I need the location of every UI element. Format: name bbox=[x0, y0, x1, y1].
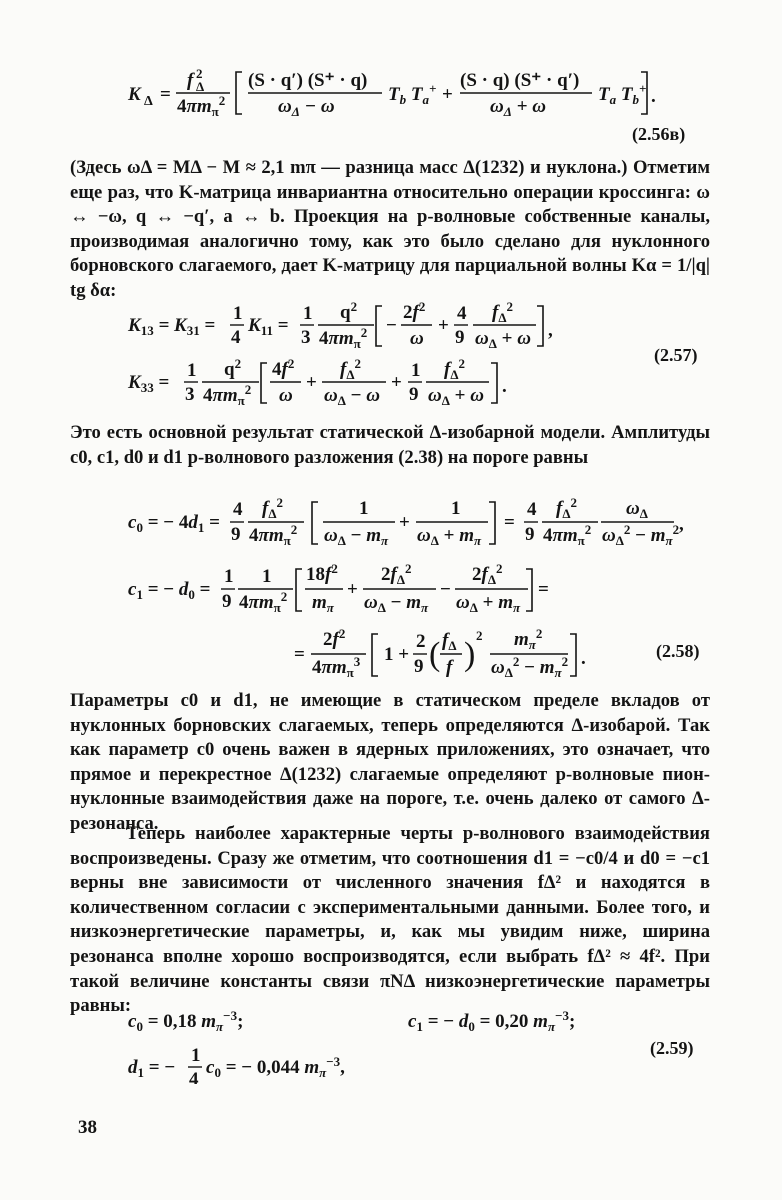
equation-2-57 bbox=[118, 300, 588, 408]
svg-text:c1 = − d0 = 0,20 mπ−3;: $c_1$ = − $d_0 = 0,20$ $m_\pi^{-3}$; bbox=[408, 1008, 576, 1034]
svg-text:4πmπ2: $4\pi m_\pi^2$ bbox=[249, 522, 298, 548]
svg-text:+: + bbox=[391, 372, 402, 393]
svg-text:9: 9 bbox=[414, 656, 424, 677]
svg-text:9: 9 bbox=[455, 327, 465, 348]
equation-number-2-59: (2.59) bbox=[650, 1038, 694, 1058]
svg-text:=: = bbox=[538, 579, 549, 600]
svg-text:−: − bbox=[386, 315, 397, 336]
svg-text:c0 = 0,18 mπ−3;: $c_0 = 0,18$ $m_\pi^{-3}$; bbox=[128, 1008, 244, 1034]
equation-2-59-c0 bbox=[128, 1008, 243, 1034]
svg-text:c0 = − 4d1 =: $c_0$ = − $4d_1$ = bbox=[128, 512, 220, 535]
svg-text:4πmπ2: $4\pi m_\pi^2$ bbox=[177, 93, 226, 119]
svg-text:ωΔ2 − mπ2: $\omega_\Delta^2 - m_\pi^2$ bbox=[602, 522, 680, 548]
svg-text:4: 4 bbox=[189, 1069, 199, 1084]
svg-text:.: . bbox=[651, 86, 656, 107]
svg-text:fΔ2: $f_\Delta^2$ bbox=[556, 495, 577, 521]
svg-text:+: + bbox=[347, 579, 358, 600]
svg-text:mπ: $m_\pi$ bbox=[312, 592, 334, 615]
svg-text:4πmπ3: $4\pi m_\pi^3$ bbox=[312, 654, 361, 680]
svg-text:fΔ: $f_\Delta$ bbox=[442, 630, 457, 653]
svg-text:2fΔ2: $2f_\Delta^2$ bbox=[472, 561, 503, 587]
svg-text:+: + bbox=[438, 315, 449, 336]
svg-text:K33 =: $K_{33}$ = bbox=[128, 372, 170, 395]
svg-text:1: 1 bbox=[359, 498, 369, 519]
page-number: 38 bbox=[78, 1117, 97, 1138]
svg-text:K11 =: $K_{11}$ = bbox=[248, 315, 289, 338]
svg-text:1: 1 bbox=[411, 360, 421, 381]
svg-text:1: 1 bbox=[224, 566, 234, 587]
svg-text:9: 9 bbox=[525, 524, 535, 545]
svg-text:ωΔ2 − mπ2: $\omega_\Delta^2 - m_\pi^2$ bbox=[491, 654, 569, 680]
paragraph-after-2-56v: (Здесь ωΔ = MΔ − M ≈ 2,1 mπ — разница масс Δ(1232) и нуклона.) Отметим еще раз, что K-матрица инвариантна относительно операции кроссинга: ω ↔ −ω, q ↔ −q′, a ↔ b. Проекция на p-волновые собственные каналы, производимая аналогично тому, как это было сделано для нуклонного борновского слагаемого, дает K-матрицу для парциальной волны Kα = 1/|q| tg δα: bbox=[70, 157, 711, 301]
svg-text:1: 1 bbox=[303, 303, 313, 324]
svg-text:ωΔ + mπ: $\omega_\Delta + m_\pi$ bbox=[456, 592, 521, 615]
svg-text:mπ2: $m_\pi^2$ bbox=[514, 626, 543, 652]
equation-2-59-c1 bbox=[408, 1008, 575, 1034]
equation-number-2-56v: (2.56в) bbox=[632, 124, 686, 144]
svg-text:2f2: $2f^2$ bbox=[323, 626, 346, 650]
svg-text:+: + bbox=[306, 372, 317, 393]
equation-2-58 bbox=[118, 490, 708, 685]
svg-text:fΔ2: $f_\Delta^2$ bbox=[492, 300, 513, 325]
svg-text:ω: ω bbox=[410, 328, 424, 349]
equation-2-58-line2 bbox=[128, 561, 549, 615]
svg-text:q2: $q^2$ bbox=[224, 356, 242, 380]
svg-text:.: . bbox=[581, 648, 586, 669]
svg-text:ωΔ + ω: $\omega_\Delta + \omega$ bbox=[490, 96, 546, 119]
svg-text:ωΔ − ω: $\omega_\Delta - \omega$ bbox=[278, 96, 335, 119]
svg-text:ωΔ: $\omega_\Delta$ bbox=[626, 498, 648, 521]
svg-text:K: K bbox=[128, 84, 141, 105]
paragraph-after-2-58: Параметры c0 и d1, не имеющие в статическом пределе вкладов от нуклонных борновских слагаемых, теперь определяются Δ-изобарой. Так как параметр c0 очень важен в ядерных приложениях, это означает, что прямое и перекрестное Δ(1232) слагаемые определяют p-волновые пион-нуклонные взаимодействия даже на пороге, т.е. очень далеко от самого Δ-резонанса. bbox=[70, 690, 710, 834]
svg-text:d1 = −: $d_1$ = − bbox=[128, 1057, 176, 1080]
svg-text:4: 4 bbox=[527, 499, 537, 520]
svg-text:ω: ω bbox=[279, 385, 293, 406]
svg-text:+: + bbox=[399, 512, 410, 533]
svg-text:fΔ2: $f_\Delta^2$ bbox=[340, 356, 361, 382]
svg-text:fΔ2: $f_\Delta^2$ bbox=[262, 495, 283, 521]
svg-text:c0 = − 0,044 mπ−3,: $c_0$ = − 0,044 $m_\pi^{-3}$, bbox=[206, 1054, 345, 1080]
svg-text:Δ: Δ bbox=[144, 94, 153, 109]
svg-text:18f2: $18f^2$ bbox=[306, 561, 338, 585]
svg-text:1: 1 bbox=[187, 360, 197, 381]
svg-text:4πmπ2: $4\pi m_\pi^2$ bbox=[203, 382, 252, 408]
svg-text:ωΔ − mπ: $\omega_\Delta - m_\pi$ bbox=[364, 592, 429, 615]
equation-2-58-line3 bbox=[294, 626, 586, 680]
svg-text:K13 = K31 =: $K_{13} = K_{31}$ = bbox=[128, 315, 216, 338]
svg-text:4πmπ2: $4\pi m_\pi^2$ bbox=[319, 325, 368, 351]
svg-text:.: . bbox=[502, 376, 507, 397]
svg-text:9: 9 bbox=[409, 384, 419, 405]
paragraph-after-2-57: Это есть основной результат статической Δ-изобарной модели. Амплитуды c0, c1, d0 и d1 p-волнового разложения (2.38) на пороге равны bbox=[70, 422, 710, 468]
svg-text:c1 = − d0 =: $c_1$ = − $d_0$ = bbox=[128, 579, 211, 602]
equation-2-57-line1 bbox=[127, 300, 553, 351]
svg-text:4: 4 bbox=[457, 303, 467, 324]
equation-2-59-d1 bbox=[128, 1045, 345, 1084]
svg-text:9: 9 bbox=[222, 591, 232, 612]
svg-text:Ta Tb+: $T_a$ $T_b^+$ bbox=[598, 81, 647, 107]
svg-text:4: 4 bbox=[231, 327, 241, 348]
svg-text:Tb Ta+: $T_b$ $T_a^+$ bbox=[388, 81, 437, 107]
svg-text:4πmπ2: $4\pi m_\pi^2$ bbox=[239, 589, 288, 615]
svg-text:Δ: Δ bbox=[196, 79, 205, 94]
svg-text:1: 1 bbox=[451, 498, 461, 519]
svg-text:2: 2 bbox=[416, 631, 426, 652]
svg-text:f: f bbox=[446, 657, 453, 678]
equation-number-2-57: (2.57) bbox=[654, 345, 698, 365]
paragraph-p-wave-discussion: Теперь наиболее характерные черты p-волнового взаимодействия воспроизведены. Сразу же отметим, что соотношения d1 = −c0/4 и d0 = −c1 верны вне зависимости от численного значения fΔ² и находятся в количественном согласии с экспериментальными данными. Более того, и низкоэнергетические параметры, и, как мы увидим ниже, ширина резонанса вполне хорошо воспроизводятся, если выбрать fΔ² ≈ 4f². При такой величине константы связи πNΔ низкоэнергетические параметры равны: bbox=[70, 823, 710, 1017]
svg-text:4f2: $4f^2$ bbox=[272, 356, 295, 380]
svg-text:+: + bbox=[442, 84, 453, 105]
svg-text:−: − bbox=[440, 579, 451, 600]
svg-text:2: 2 bbox=[196, 66, 203, 81]
svg-text:9: 9 bbox=[231, 524, 241, 545]
svg-text:1: 1 bbox=[233, 303, 243, 324]
svg-text:4πmπ2: $4\pi m_\pi^2$ bbox=[543, 522, 592, 548]
svg-text:(S · q′) (S⁺ · q): (S · q′) (S⁺ · q) bbox=[248, 70, 368, 91]
svg-text:fΔ2: $f_\Delta^2$ bbox=[444, 356, 465, 382]
svg-text:=: = bbox=[160, 84, 171, 105]
svg-text:): ) bbox=[464, 636, 476, 673]
svg-text:(S · q) (S⁺ · q′): (S · q) (S⁺ · q′) bbox=[460, 70, 580, 91]
svg-text:3: 3 bbox=[185, 384, 195, 405]
svg-text:2: 2 bbox=[476, 628, 483, 643]
equation-2-58-line1 bbox=[128, 495, 684, 548]
equation-2-57-line2 bbox=[127, 356, 507, 408]
svg-text:4: 4 bbox=[233, 499, 243, 520]
equation-number-2-58: (2.58) bbox=[656, 641, 700, 661]
svg-text:=: = bbox=[294, 644, 305, 665]
svg-text:=: = bbox=[504, 512, 515, 533]
svg-text:,: , bbox=[679, 514, 684, 535]
svg-text:f: f bbox=[187, 70, 194, 91]
equation-2-59 bbox=[118, 1004, 598, 1084]
svg-text:ωΔ + ω: $\omega_\Delta + \omega$ bbox=[428, 385, 484, 408]
svg-text:ωΔ + ω: $\omega_\Delta + \omega$ bbox=[475, 328, 531, 351]
svg-text:(: ( bbox=[429, 636, 441, 673]
svg-text:2f2: $2f^2$ bbox=[403, 300, 426, 323]
svg-text:ωΔ + mπ: $\omega_\Delta + m_\pi$ bbox=[417, 525, 482, 548]
svg-text:,: , bbox=[548, 320, 553, 341]
equation-2-56v bbox=[118, 62, 658, 124]
svg-text:1: 1 bbox=[262, 566, 272, 587]
svg-text:ωΔ − mπ: $\omega_\Delta - m_\pi$ bbox=[324, 525, 389, 548]
svg-text:ωΔ − ω: $\omega_\Delta - \omega$ bbox=[324, 385, 380, 408]
svg-text:1: 1 bbox=[191, 1045, 201, 1066]
svg-text:2fΔ2: $2f_\Delta^2$ bbox=[381, 561, 412, 587]
svg-text:3: 3 bbox=[301, 327, 311, 348]
svg-text:q2: $q^2$ bbox=[340, 300, 358, 323]
svg-text:1 +: 1 + bbox=[384, 644, 410, 665]
